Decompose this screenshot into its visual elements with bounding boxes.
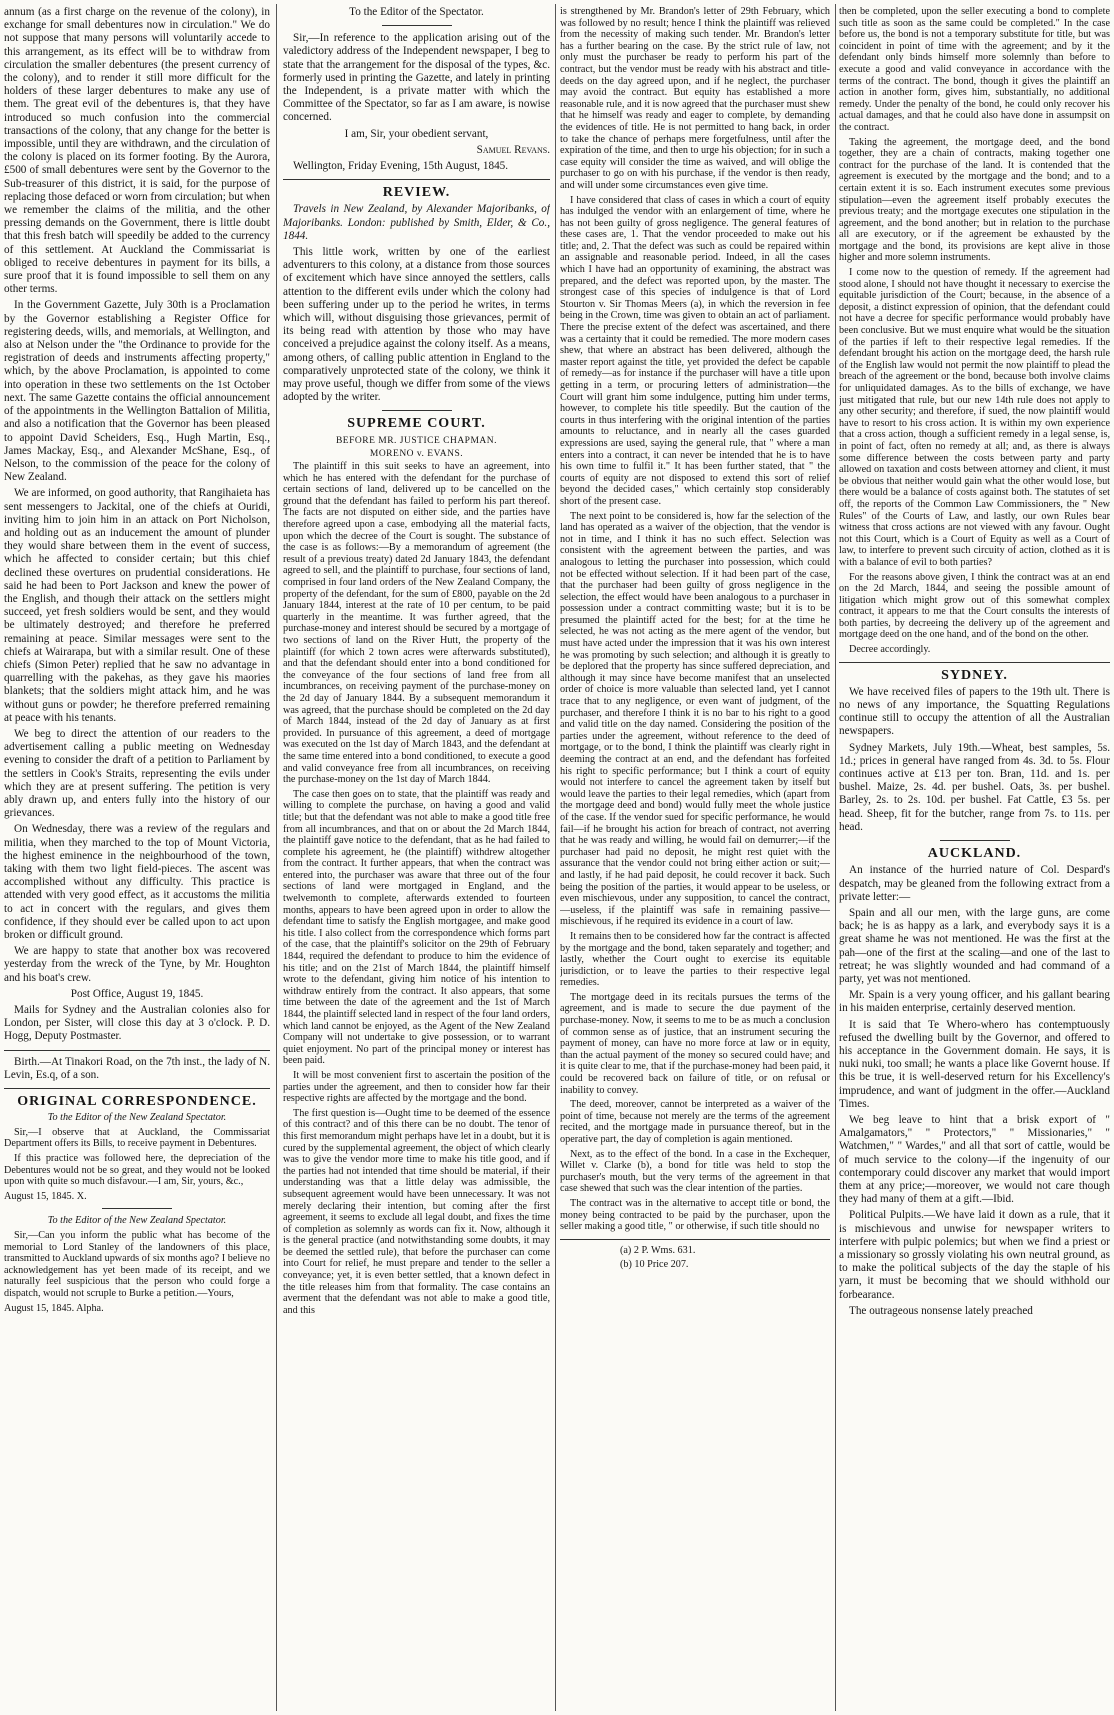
article-paragraph: We are happy to state that another box was recovered yesterday from the wreck of the Tyne, by Mr. Houghton and his boat's crew. [4, 945, 270, 984]
court-paragraph: It remains then to be considered how far the contract is affected by the mortgage and the bond, taken separately and together; and lastly, whether the Court ought to exercise its equitable jurisdiction, or to leave the parties to their respective legal remedies. [560, 930, 830, 989]
review-body: This little work, written by one of the earliest adventurers to this colony, at a distance from those sources of excitement which have since annoyed the settlers, calls attention to the different evils under which the colony had been suffering under up to the period he writes, in terms which will, without disguising those grievances, permit of its being read with attention by those who may have conceived a prejudice against the colony itself. As a means, among others, of calling public attention in England to the comparatively unprotected state of the colony, we think it may prove useful, though we differ from some of the views adopted by the writer. [283, 246, 550, 404]
letter-signer: Samuel Revans. [476, 143, 550, 156]
court-paragraph: Taking the agreement, the mortgage deed, and the bond together, they are a chain of contracts, making together one contract for the purchase of the land. It is contended that the agreement is executed by the mortgage and the bond; and to a certain extent it is so. Each instrument executes some previous stipulation—even the agreement itself probably executes the previous treaty; and the mortgage executes one stipulation in the agreement, and the bond another; but in relation to the purchase all are executory, or if the agreement be exhausted by the mortgage and the bond, its provisions are kept alive in those higher and more solemn instruments. [839, 136, 1110, 264]
court-paragraph: The mortgage deed in its recitals pursues the terms of the agreement, and is made to secure the due payment of the purchase-money. Now, it seems to me to be as much a conclusion of common sense as of justice, that an instrument securing the payment of money, can have no more force at law or in equity, than the actual payment of the money so secured could have; and it is quite clear to me, that if the purchase-money had been paid, it could be recovered back on failure of title, or on refusal or inability to convey. [560, 991, 830, 1096]
column-2 [283, 6, 550, 1710]
section-heading: SUPREME COURT. [347, 416, 486, 432]
article-paragraph: We beg to direct the attention of our readers to the advertisement calling a public meeting on Wednesday evening to consider the draft of a petition to Parliament by the settlers in Cook's Straits, representing the evils under which they are at present suffering. The petition is very ably drawn up, and enters fully into the history of our grievances. [4, 727, 270, 820]
article-paragraph: The outrageous nonsense lately preached [849, 1304, 1033, 1317]
court-paragraph: The contract was in the alternative to accept title or bond, the money being contracted to be paid by the purchaser, upon the seller making a good title, " or otherwise, if such title should no [560, 1197, 830, 1233]
court-paragraph: Next, as to the effect of the bond. In a case in the Exchequer, Willet v. Clarke (b), a bond for title was held to stop the purchaser's mouth, but the very terms of the agreement in that case shewed that such was the clear intention of the parties. [560, 1148, 830, 1195]
court-decree: Decree accordingly. [849, 644, 931, 656]
column-1 [4, 6, 270, 1710]
court-paragraph: The first question is—Ought time to be deemed of the essence of this contract? and of this there can be no doubt. The tenor of this first memorandum might perhaps have let in a doubt, but it is cured by the supplemental agreement, the object of which clearly was to give the vendor more time to make his title good, and if the parties had not intended that time should be material, if their understanding was that a little delay was admissible, the subsequent agreement would have been unnecessary. It was not merely declaring their intention, but coming after the first agreement, it seems to exclude all legal doubt, and fixes the time of completion as solemnly as words can fix it. Now, although it is the general practice (and notwithstanding some doubts, it may be deemed the settled rule), that before the purchaser can come into Court for relief, he must prepare and tender to the seller a conveyance; yet, it is even better settled, that a known defect in the title releases him from that formality. The case contains an averment that the defendant was not able to make a good title, and this [283, 1107, 550, 1316]
court-paragraph: For the reasons above given, I think the contract was at an end on the 2d March, 1844, and seeing the possible amount of litigation which might grow out of this somewhat complex contract, it appears to me that the Court consults the interests of both parties, by decreeing the delivery up of the agreement and mortgage deed on the one hand, and of the bond on the other. [839, 571, 1110, 641]
section-heading: SYDNEY. [941, 667, 1008, 683]
article-paragraph: We have received files of papers to the 19th ult. There is no news of any importance, the Squatting Regulations continue still to occupy the attention of all the Australian newspapers. [839, 685, 1110, 738]
court-paragraph: I have considered that class of cases in which a court of equity has indulged the vendor with an enlargement of time, where he has not been guilty of gross negligence. The general features of these cases are, 1. That the vendor proceeded to make out his title; and, 2. That the defect was such as could be repaired within an assignable and reasonable period. Indeed, in all the cases which I have had an opportunity of examining, the abstract was prepared, and the defect was reported upon, by the master. The strongest case of this species of indulgence is that of Lord Stourton v. Sir Thomas Meers (a), in which the reversion in fee being in the Crown, time was given to obtain an act of parliament. There the precise extent of the defect was ascertained, and there was a certainty that it could be remedied. The more modern cases shew, that where an abstract has been delivered, although the master report against the title, yet provided the defect be capable of remedy—as for instance if the purchaser will have a title upon getting in a term, or procuring letters of administration—the Court will grant him some indulgence, putting him under terms, however, to complete his title speedily. But the caution of the courts in thus interfering with the original intention of the parties amounts to reluctance, and in nearly all the cases guarded expressions are used, saying the general rule, that " where a man enters into a contract, it can never be intended that he is to have his own time to fulfil it." It has been further stated, that " the courts of equity are not disposed to extend this sort of relief beyond the decided cases," which certainly stop considerably short of the present case. [560, 194, 830, 507]
divider [4, 1088, 270, 1089]
divider [940, 840, 1010, 841]
article-paragraph: Spain and all our men, with the large guns, are come back; he is as happy as a lark, and everybody says it is a great shame he was not mentioned. He was the first at the pah—one of the first at the scaling—and one of the last to retreat; he was slightly wounded and had command of a party, yet was not mentioned. [839, 906, 1110, 985]
article-paragraph: We beg leave to hint that a brisk export of " Amalgamators," " Protectors," " Missionaries," " Watchmen," " Wardes," and all that sort of cattle, would be of much service to the colony—if the ingenuity of our contemporary could discover any market that would import them at any price;—moreover, we would not care though they had many of them at a gift.—Ibid. [839, 1113, 1110, 1206]
column-4 [839, 6, 1110, 1710]
letter-signature: August 15, 1845. X. [4, 1190, 87, 1202]
footnote: (b) 10 Price 207. [620, 1259, 689, 1271]
letter-body: Sir,—I observe that at Auckland, the Commissariat Department offers its Bills, to receive payment in Debentures. [4, 1126, 270, 1150]
post-office-notice-body: Mails for Sydney and the Australian colonies also for London, per Sister, will close this day at 3 o'clock. P. D. Hogg, Deputy Postmaster. [4, 1004, 270, 1043]
court-paragraph: is strengthened by Mr. Brandon's letter of 29th February, which was followed by no result; hence I think the plaintiff was relieved from the necessity of making such tender. Mr. Brandon's letter has a further bearing on the case. By the strict rule of law, not only must the purchaser be ready to perform his part of the contract, but the vendor must be ready with his abstract and title-deeds on the day agreed upon, and if he neglect, the purchaser may avoid the contract. But equity has established a more reasonable rule, and it is now agreed that the purchaser must shew that he himself was ready and eager to complete, by demanding the evidences of title. He is not permitted to hang back, in order to take the chance of perhaps mere forgetfulness, until after the expiration of the time, and then to urge his objection; for in such a case equity will consider the time as waived, and will oblige the purchaser to go on with his purchase, if the vendor is then ready, and will under some circumstances even give time. [560, 6, 830, 191]
article-paragraph: An instance of the hurried nature of Col. Despard's despatch, may be gleaned from the following extract from a private letter:— [839, 864, 1110, 903]
section-heading: ORIGINAL CORRESPONDENCE. [17, 1094, 257, 1110]
divider [560, 1239, 830, 1240]
review-title: Travels in New Zealand, by Alexander Majoribanks, of Majoribanks. London: published by Smith, Elder, & Co., 1844. [283, 203, 550, 242]
letter-salutation: To the Editor of the New Zealand Spectator. [47, 1112, 227, 1124]
section-heading: REVIEW. [382, 185, 451, 201]
article-paragraph: We are informed, on good authority, that Rangihaieta has sent messengers to Jackital, one of the chiefs at Ouridi, inviting him to join him in an attack on Port Nicholson, and holding out as an inducement the amount of plunder they would share between them in the event of success, which he affected to consider certain; but this chief declined these overtures on prudential considerations. He said he had been to Port Jackson and knew the power of the English, and though their attack on the settlers might succeed, yet fresh soldiers would be sent, and they would be ultimately destroyed; and therefore he preferred remaining at peace. Similar messages were sent to the chiefs at Wairarapa, but with a similar result. One of these chiefs (Simon Peter) replied that he saw no advantage in quarrelling with the pakehas, as they gave his maories blankets; that the soldiers might attack him, and he was without guns or powder; he therefore preferred remaining at peace with his tenants. [4, 487, 270, 724]
divider [4, 1050, 270, 1051]
birth-notice: Birth.—At Tinakori Road, on the 7th inst., the lady of N. Levin, Es.q, of a son. [4, 1055, 270, 1081]
court-paragraph: The case then goes on to state, that the plaintiff was ready and willing to complete the purchase, on having a good and valid title; but that the defendant was not able to make a good title free from all incumbrances, and that on or about the 2d March 1844, the plaintiff gave notice to the defendant, that as he had failed to complete his agreement, he (the plaintiff) withdrew altogether from the contract. It further appears, that when the contract was entered into, the purchaser was aware that three out of the four sections of land were mortgaged in England, and the twelvemonth to complete, afterwards extended to fourteen months, appears to have been agreed upon in order to allow the defendant time to satisfy the English mortgagee, and make good his title. I also collect from the correspondence which forms part of the case, that the plaintiff's solicitor on the 29th of February 1844, required the defendant to produce to him the evidence of his title; and on the 21st of March 1844, the plaintiff himself wrote to the defendant, giving him notice of his intention to withdraw entirely from the contract. It also appears, that some time between the date of the agreement and the 1st of March 1844, the plaintiff selected land in respect of the four land orders, which land cannot be enjoyed, as the Agent of the New Zealand Company will not undertake to give possession, or to warrant quiet enjoyment. No part of the principal money or interest has been paid. [283, 788, 550, 1067]
case-name: MORENO v. EVANS. [369, 448, 464, 459]
divider [382, 410, 452, 411]
letter-body: Sir,—Can you inform the public what has become of the memorial to Lord Stanley of the landowners of this place, transmitted to Auckland upwards of six months ago? I believe no acknowledgement has yet been made of its receipt, and we naturally feel suspicious that the person who could forge a dispatch, would not scruple to Burke a petition.—Yours, [4, 1230, 270, 1299]
column-rule [555, 4, 556, 1711]
court-paragraph: The deed, moreover, cannot be interpreted as a waiver of the point of time, because not merely are the terms of the agreement recited, and the mortgage made in pursuance thereof, but in the operative part, the day of completion is again mentioned. [560, 1099, 830, 1145]
divider [382, 25, 452, 26]
letter-salutation: To the Editor of the Spectator. [349, 6, 484, 18]
divider [839, 662, 1110, 663]
article-paragraph: Political Pulpits.—We have laid it down as a rule, that it is mischievous and unwise for newspaper writers to interfere with pulpic polemics; but when we find a priest or a missionary so grossly violating his own neutral ground, as to make the political subjects of the day the staple of his yarn, it must be becoming that we should withhold our forbearance. [839, 1209, 1110, 1301]
letter-body: Sir,—In reference to the application arising out of the valedictory address of the Independent newspaper, I beg to state that the arrangement for the disposal of the types, &c. formerly used in printing the Gazette, and lately in printing the Independent, is a private matter with which the Committee of the Spectator, so far as I am aware, is nowise concerned. [283, 32, 550, 124]
divider [102, 1208, 172, 1209]
court-paragraph: The plaintiff in this suit seeks to have an agreement, into which he has entered with the defendant for the purchase of certain sections of land, delivered up to be cancelled on the ground that the defendant has failed to perform his part thereof. The facts are not disputed on either side, and the parties have therefore agreed upon a case, embodying all the material facts, upon which the decree of the Court is sought. The substance of the case is as follows:—By a memorandum of agreement (the result of a previous treaty) dated 2d January 1843, the defendant agreed to sell, and the plaintiff to purchase, four sections of land, comprised in four land orders of the New Zealand Company, the property of the defendant, for the sum of £800, payable on the 2d January 1844, interest at the rate of 10 per centum, to be paid quarterly in the meantime. It was further agreed, that the purchase-money and interest should be secured by a mortgage of two sections of land on the River Hutt, the property of the plaintiff (for which 2 town acres were afterwards substituted), and that the defendant should enter into a bond conditioned for the conveyance of the four sections of land free from all incumbrances, on receiving payment of the purchase-money on the 2d day of January 1844. By a subsequent memorandum it was agreed, that the purchase should be completed on the 2d day of March 1844, instead of the 2d day of January as at first provided. In pursuance of this agreement, a deed of mortgage was executed on the 1st day of March 1843, and the defendant at the same time entered into a bond conditioned, to execute a good and valid conveyance free from all incumbrances, on receiving the purchase-money on the 1st day of March 1844. [283, 461, 550, 786]
section-heading: AUCKLAND. [927, 846, 1022, 862]
court-paragraph: I come now to the question of remedy. If the agreement had stood alone, I should not have thought it necessary to exercise the equitable jurisdiction of the Court; because, in the absence of a deposit, a distinct expression of opinion, that the defendant could not have a decree for specific performance would probably have been conclusive. But we must enquire what would be the situation of the parties if left to their respective legal remedies. If the defendant brought his action on the mortgage deed, the harsh rule of the English law would not permit the now plaintiff to plead the breach of the agreement or the bond, because both involve claims for unliquidated damages. As to the bills of exchange, we have just mitigated that rule, but our new 14th rule does not apply to any other security; and therefore, if sued, the now plaintiff would have to resort to his cross action. It is within my own experience that a cross action, though a sufficient remedy in a legal sense, is, in point of fact, often no remedy at all; and, as there is always some difference between the costs between party and party allowed on taxation and costs between attorney and client, it must be obvious that neither would gain what the other would lose, but there would be a balance of costs against both. The statutes of set off, the reports of the Common Law Commissioners, the " New Rules" of the Courts of Law, and lastly, our own Rules bear witness that cross actions are not viewed with any favour. Ought not this Court, which is a Court of Equity as well as a Court of law, to interfere to prevent such circuity of action, clothed as it is with a balance of evil to both parties? [839, 267, 1110, 568]
court-paragraph: The next point to be considered is, how far the selection of the land has operated as a waiver of the objection, that the vendor is not in time, and I think it has no such effect. Selection was consistent with the agreement between the parties, and was analogous to letting the purchaser into possession, which could not be effected without selection. If it had been part of the case, that the purchaser had been guilty of gross negligence in the selection, the effect would have been analogous to a purchaser in possession under a contract committing waste; but it is to be presumed the plaintiff acted for the best; for at the time he selected, he was not acting as the mere agent of the vendor, but must have acted under the impression that it was his own interest he was promoting by such selection; and although it is greatly to be deplored that the property has since suffered depreciation, and although it may since have become manifest that an unselected order of choice is more valuable than selected land, yet I cannot trace that to any negligence, or even want of judgment, of the purchaser, and therefore I think it is no bar to his right to a good and valid title on the day named. Considering the position of the parties under the agreement, without reference to the deed of mortgage, or to the bond, I think the plaintiff was clearly right in deeming the contract at an end, and the defendant has forfeited his right to specific performance; but I think a court of equity would not interfere to cancel the agreement taken by itself but would leave the parties to their legal remedies, which (apart from the mortgage deed and bond) would fully meet the whole justice of the case. If the vendor sued for specific performance, he would fail—if he brought his action for breach of contract, not averring that he was ready and willing, he would fail on demurrer;—if the purchaser had paid no deposit, he might rest quiet with the assurance that the vendor could not bring either action or suit;—and lastly, if he had paid deposit, he could recover it back. Such being the position of the parties, it would appear to be useless, or even mischievous, under any supposition, to cancel the contract,—useless, if the plaintiff was safe in remaining passive—mischievous, if he required its evidence in a court of law. [560, 510, 830, 928]
divider [283, 179, 550, 180]
court-paragraph: then be completed, upon the seller executing a bond to complete such title as soon as the same could be completed." In the case before us, the bond is not a temporary substitute for title, but was coincident in point of time with the agreement; and by it the defendant only binds himself more solemnly than before to execute a good and valid conveyance in accordance with the terms of the contract. The bond, though it gives the plaintiff an action in another form, gives him, substantially, no additional remedy. Under the penalty of the bond, he could only recover his actual damages, and that he could also have done in assumpsit on the contract. [839, 6, 1110, 133]
court-paragraph: It will be most convenient first to ascertain the position of the parties under the agreement, and then to consider how far their respective rights are affected by the mortgage and the bond. [283, 1069, 550, 1105]
market-report: Sydney Markets, July 19th.—Wheat, best samples, 5s. 1d.; prices in general have ranged from 4s. 3d. to 5s. Flour continues active at £13 per ton. Bran, 11d. and 1s. per bushel. Maize, 2s. 4d. per bushel. Oats, 3s. per bushel. Barley, 2s. to 2s. 10d. per bushel. Fat Cattle, £3 5s. per head. Sheep, fit for the butcher, range from 7s. to 11s. per head. [839, 741, 1110, 833]
footnote: (a) 2 P. Wms. 631. [620, 1244, 696, 1256]
court-subheading: BEFORE MR. JUSTICE CHAPMAN. [335, 435, 498, 446]
column-3 [560, 6, 830, 1710]
column-rule [835, 4, 836, 1711]
letter-closing: I am, Sir, your obedient servant, [344, 127, 489, 140]
article-paragraph: On Wednesday, there was a review of the regulars and militia, when they marched to the top of Mount Victoria, the highest eminence in the neighbourhood of the town, taking with them two light field-pieces. The ascent was accomplished without any difficulty. This practice is attended with very good effect, as it accustoms the militia to act in concert with the regulars, and gives them confidence, if they should ever be called upon to act upon broken or difficult ground. [4, 823, 270, 942]
letter-salutation: To the Editor of the New Zealand Spectator. [47, 1215, 227, 1227]
article-paragraph: annum (as a first charge on the revenue of the colony), in exchange for small debentures now in circulation." We do not suppose that many persons will voluntarily accede to this arrangement, as its effect will be to withdraw from circulation the smaller debentures (the present currency of the colony), and to render it still more difficult for the holders of these larger debentures to make any use of them. The great evil of the debentures is, that they have introduced so much confusion into the commercial transactions of the colony, that any change for the better is impossible, until they are withdrawn, and the circulation of the colony is placed on its former footing. By the Aurora, £500 of small debentures were sent by the Governor to the Sub-treasurer of this district, it is said, for the purpose of replacing those defaced or worn from circulation; but when we remember the claims of the militia, and the other pressing demands on the Government, there is little doubt that this fresh batch will speedily be added to the currency of this settlement. At Auckland the Commissariat is obliged to receive debentures in payment for its bills, a sure proof that it is found impossible to sell them on any other terms. [4, 6, 270, 296]
article-paragraph: In the Government Gazette, July 30th is a Proclamation by the Governor establishing a Register Office for registering deeds, wills, and memorials, at Wellington, and also at Nelson under the "the Ordinance to provide for the registration of deeds and instruments affecting property," which, by the above Proclamation, is appointed to come into operation in these two settlements on the 1st October next. The same Gazette contains the official announcement of the appointments in the Wellington Battalion of Militia, and also a notification that the Governor has been pleased to appoint David Scheiders, Esq., Hugh Martin, Esq., James Mackay, Esq., and Alexander McShane, Esq., of Nelson, to the commission of the peace for the colony of New Zealand. [4, 299, 270, 484]
article-paragraph: Mr. Spain is a very young officer, and his gallant bearing in his maiden enterprise, certainly deserved mention. [839, 989, 1110, 1015]
post-office-notice: Post Office, August 19, 1845. [70, 987, 204, 1000]
letter-signature: August 15, 1845. Alpha. [4, 1302, 104, 1314]
article-paragraph: It is said that Te Whero-whero has contemptuously refused the dwelling built by the Governor, and offered to his acceptance in the Government domain. He says, it is nuki nuki, too small; he wants a place like Governt house. If this be true, it is well-deserved return for his Excellency's imprudence, and want of judgment in the offer.—Auckland Times. [839, 1018, 1110, 1110]
letter-body: If this practice was followed here, the depreciation of the Debentures would not be so great, and they would not be looked upon with quite so much disfavour.—I am, Sir, yours, &c., [4, 1153, 270, 1188]
column-rule [276, 4, 277, 1711]
letter-dateline: Wellington, Friday Evening, 15th August, 1845. [293, 160, 509, 173]
